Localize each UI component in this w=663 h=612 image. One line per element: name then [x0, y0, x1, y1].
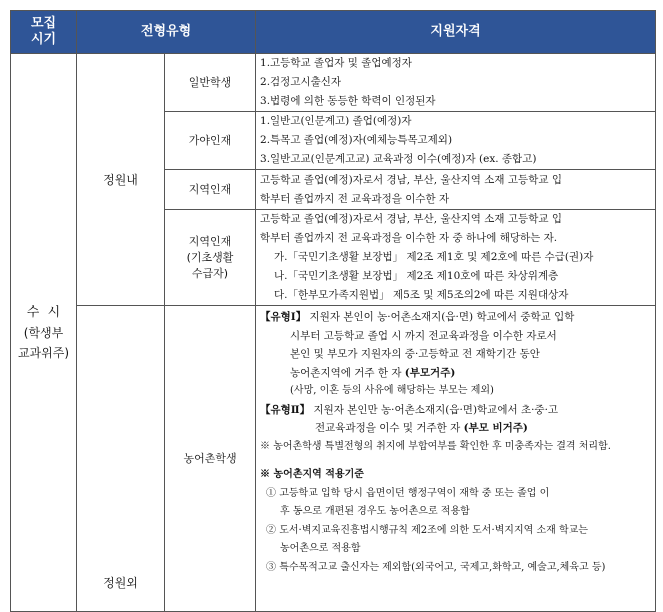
qual-regional-welfare: [256, 210, 656, 306]
period-line: (학생부: [23, 325, 64, 340]
rural-bold: (부모거주): [404, 366, 456, 379]
rural-bold: (부모 비거주): [463, 422, 528, 434]
subtype-gaya: 가야인재: [165, 112, 256, 170]
spacer: [260, 456, 655, 466]
qual-line: 나.「국민기초생활 보장법」 제2조 제10호에 따른 차상위계층: [274, 270, 559, 282]
criteria-line: ③ 특수목적고교 출신자는 제외함(외국어고, 국제고,화학고, 예술고,체육고 등): [266, 561, 606, 573]
qual-line: 학부터 졸업까지 전 교육과정을 이수한 자 중 하나에 해당하는 자.: [260, 232, 558, 244]
rural-text: (사망, 이혼 등의 사유에 해당하는 부모는 제외): [290, 385, 494, 396]
rural-type1-line: [260, 364, 655, 383]
criteria-line: ① 고등학교 입학 당시 읍면이던 행정구역이 재학 중 또는 졸업 이: [266, 487, 550, 499]
type2-tag: 【유형Ⅱ】: [260, 403, 311, 416]
criteria-line: ② 도서·벽지교육진흥법시행규칙 제2조에 의한 도서·벽지지역 소재 학교는: [266, 524, 588, 536]
qual-rural: [256, 306, 656, 612]
header-period: [11, 11, 77, 54]
table-row: [11, 306, 656, 612]
rural-text: 지원자 본인이 농·어촌소재지(읍·면) 학교에서 중학교 입학: [306, 311, 575, 323]
header-type: 전형유형: [77, 11, 256, 54]
qual-line: 2.검정고시출신자: [260, 76, 342, 88]
rural-type1-line: [260, 308, 655, 327]
subtype-rural: 농어촌학생: [165, 306, 256, 612]
qual-line: 3.법령에 의한 동등한 학력이 인정된자: [260, 95, 436, 107]
period-cell: [11, 54, 77, 612]
rural-text: 전교육과정을 이수 및 거주한 자: [315, 422, 464, 434]
subtype-line: 지역인재: [188, 234, 232, 248]
header-qualification: 지원자격: [256, 11, 656, 54]
subtype-general: 일반학생: [165, 54, 256, 112]
subtype-line: (기초생활: [186, 250, 234, 264]
subtype-line: 수급자): [191, 266, 229, 280]
qual-line: 고등학교 졸업(예정)자로서 경남, 부산, 울산지역 소재 고등학교 입: [260, 213, 562, 225]
subtype-regional: 지역인재: [165, 170, 256, 210]
qual-regional: [256, 170, 656, 210]
qual-general: [256, 54, 656, 112]
criteria-line: 후 동으로 개편된 경우도 농어촌으로 적용함: [280, 506, 470, 517]
subtype-regional-welfare: [165, 210, 256, 306]
rural-text: 본인 및 부모가 지원자의 중·고등학교 전 재학기간 동안: [290, 348, 540, 360]
qual-gaya: [256, 112, 656, 170]
qual-line: 1.일반고(인문계고) 졸업(예정)자: [260, 115, 412, 127]
qual-line: 다.「한부모가족지원법」 제5조 및 제5조의2에 따른 지원대상자: [274, 289, 569, 301]
category-extra-label: 정원외: [103, 576, 138, 590]
qual-line: 가.「국민기초생활 보장법」 제2조 제1호 및 제2호에 따른 수급(권)자: [274, 251, 594, 263]
table-row: [11, 54, 656, 112]
qual-line: 학부터 졸업까지 전 교육과정을 이수한 자: [260, 192, 450, 205]
rural-type2-line: [260, 419, 655, 438]
category-regular: 정원내: [77, 54, 165, 306]
period-line: 수 시: [26, 304, 61, 320]
table-header-row: [11, 11, 656, 54]
rural-text: 시부터 고등학교 졸업 시 까지 전교육과정을 이수한 자로서: [290, 329, 557, 342]
type1-tag: 【유형Ⅰ】: [260, 311, 307, 323]
admission-table: [10, 10, 656, 612]
qual-line: 고등학교 졸업(예정)자로서 경남, 부산, 울산지역 소재 고등학교 입: [260, 173, 562, 186]
qual-line: 1.고등학교 졸업자 및 졸업예정자: [260, 57, 412, 69]
header-period-line: 모집: [30, 16, 57, 31]
qual-line: 2.특목고 졸업(예정)자(예체능특목고제외): [260, 134, 453, 146]
rural-text: 농어촌지역에 거주 한 자: [290, 366, 405, 379]
header-period-line: 시기: [30, 32, 57, 47]
rural-type2-line: [260, 401, 655, 420]
qual-line: 3.일반고교(인문계고교) 교육과정 이수(예정)자 (ex. 종합고): [260, 153, 537, 165]
rural-notice: ※ 농어촌학생 특별전형의 취지에 부합여부를 확인한 후 미충족자는 결격 처리함.: [260, 440, 611, 452]
category-extra: [77, 306, 165, 612]
criteria-title: ※ 농어촌지역 적용기준: [260, 469, 364, 480]
period-line: 교과위주): [17, 345, 70, 360]
criteria-line: 농어촌으로 적용함: [280, 543, 361, 554]
rural-text: 지원자 본인만 농·어촌소재지(읍·면)학교에서 초·중·고: [310, 403, 559, 416]
